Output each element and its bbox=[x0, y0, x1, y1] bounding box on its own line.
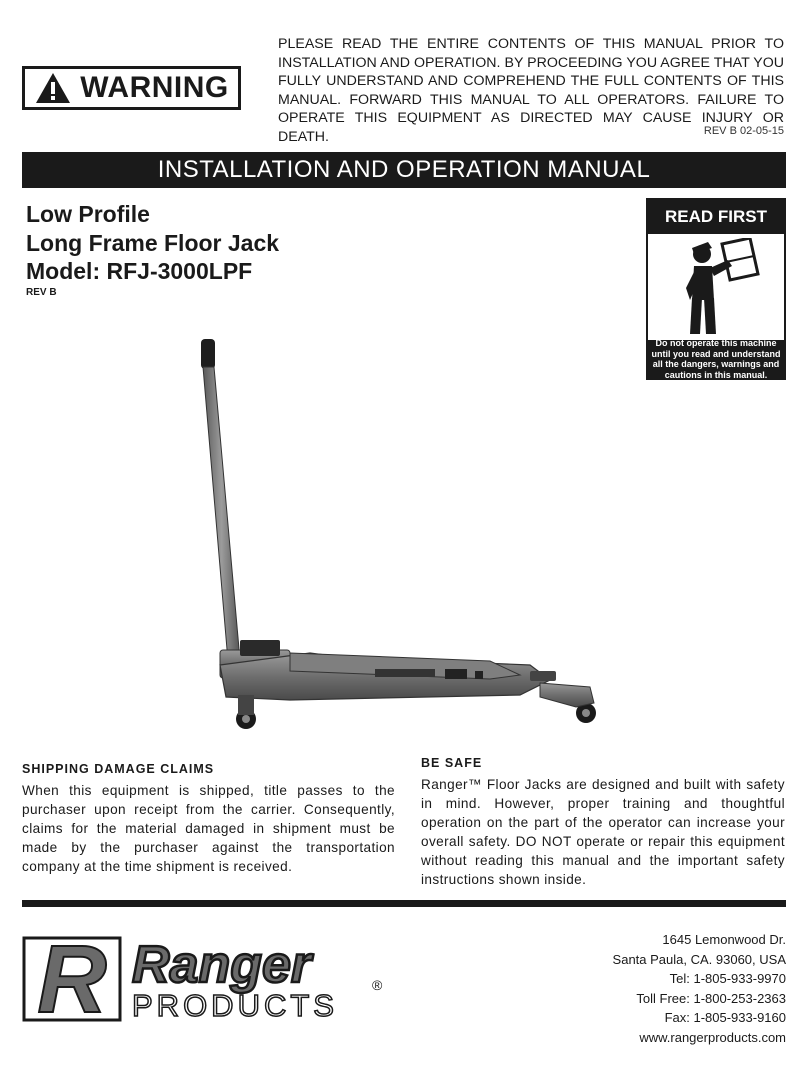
warning-paragraph-text: PLEASE READ THE ENTIRE CONTENTS OF THIS MANUAL PRIOR TO INSTALLATION AND OPERATION. BY PROCEEDING YOU AGREE THAT YOU FULLY UNDERSTAND AND COMPREHEND THE FULL CONTENTS OF THIS MANUAL. FORWARD THIS MANUAL TO ALL OPERATORS. FAILURE TO OPERATE THIS EQUIPMENT AS DIRECTED MAY CAUSE INJURY OR DEATH. bbox=[278, 36, 784, 145]
product-title-line1: Low Profile bbox=[26, 201, 150, 227]
address-tel: Tel: 1-805-933-9970 bbox=[669, 971, 786, 986]
logo-sub: PRODUCTS bbox=[132, 988, 338, 1023]
logo-brand: Ranger bbox=[132, 936, 312, 994]
read-first-caption: Do not operate this machine until you read and understand all the dangers, warnings and cautions in this manual. bbox=[648, 340, 784, 378]
be-safe-body: Ranger™ Floor Jacks are designed and built with safety in mind. However, proper training and thoughtful operation on the part of the operator can increase your overall safety. DO NOT operate or repair this equipment without reading this manual and the important safety instructions shown inside. bbox=[421, 777, 785, 887]
logo-mark: R bbox=[37, 930, 107, 1025]
product-title-line2: Long Frame Floor Jack bbox=[26, 229, 280, 256]
product-model: Model: RFJ-3000LPF bbox=[26, 258, 253, 284]
address-toll-free: Toll Free: 1-800-253-2363 bbox=[636, 990, 786, 1006]
company-address bbox=[613, 930, 786, 1047]
read-first-heading: READ FIRST bbox=[648, 200, 784, 234]
warning-badge bbox=[22, 66, 241, 110]
ranger-products-logo bbox=[22, 930, 402, 1025]
floor-jack-illustration bbox=[190, 335, 610, 730]
product-revision: REV B bbox=[26, 287, 57, 298]
address-web[interactable]: www.rangerproducts.com bbox=[639, 1029, 786, 1045]
revision-date: REV B 02-05-15 bbox=[703, 125, 784, 137]
shipping-claims-section bbox=[22, 760, 395, 876]
be-safe-heading: BE SAFE bbox=[421, 756, 483, 770]
warning-label: WARNING bbox=[80, 71, 229, 104]
be-safe-section bbox=[421, 754, 785, 889]
shipping-claims-heading: SHIPPING DAMAGE CLAIMS bbox=[22, 762, 215, 776]
shipping-claims-body: When this equipment is shipped, title passes to the purchaser upon receipt from the carrier. Consequently, claims for the material damaged in shipment must be made by the purchaser against the transportation company at the time shipment is received. bbox=[22, 783, 395, 874]
footer-divider bbox=[22, 900, 786, 907]
logo-registered: ® bbox=[372, 977, 383, 993]
manual-title-bar: INSTALLATION AND OPERATION MANUAL bbox=[22, 152, 786, 188]
product-title bbox=[26, 200, 279, 286]
address-city: Santa Paula, CA. 93060, USA bbox=[612, 951, 786, 967]
person-reading-manual-icon bbox=[672, 238, 762, 338]
address-fax: Fax: 1-805-933-9160 bbox=[664, 1010, 786, 1025]
read-first-box bbox=[646, 198, 786, 380]
warning-triangle-icon bbox=[34, 71, 72, 105]
address-street: 1645 Lemonwood Dr. bbox=[662, 932, 786, 947]
